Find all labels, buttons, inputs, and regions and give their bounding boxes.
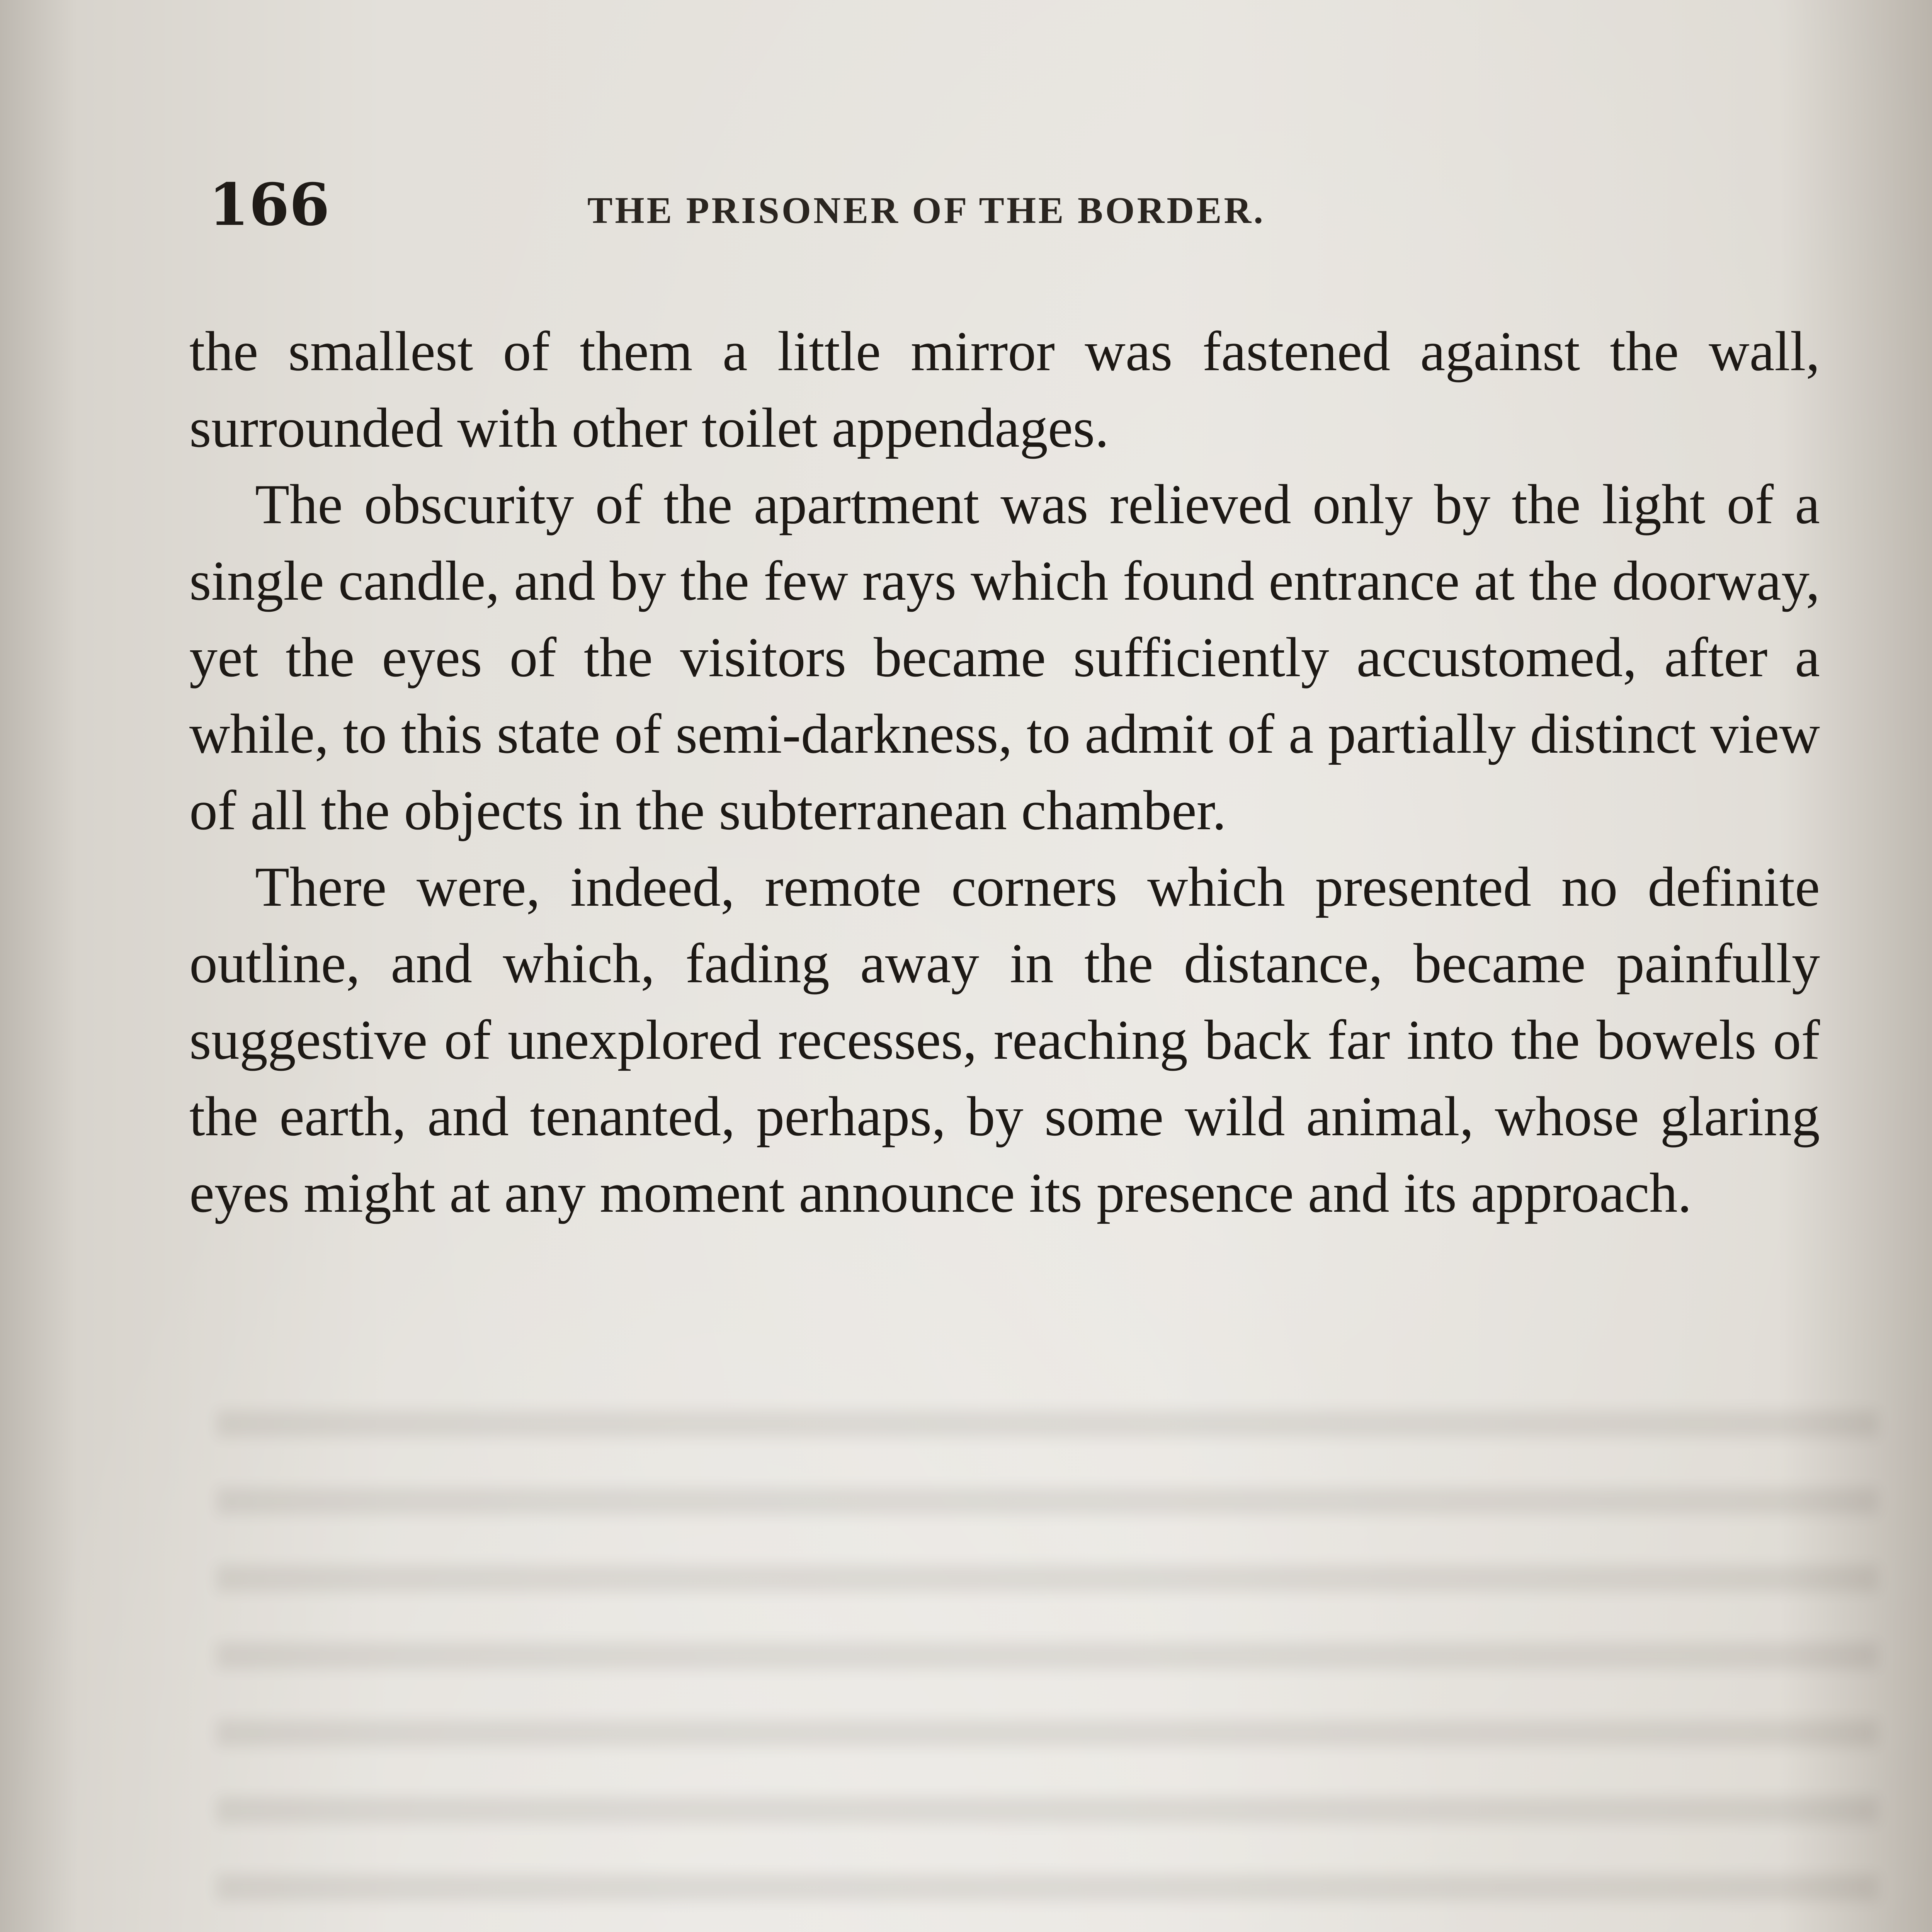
paragraph: The obscurity of the apartment was relieved only by the light of a single candle, and by the few rays which found entrance at the doorway, yet the eyes of the visitors became sufficiently accustomed, after a while, to this state of semi-darkness, to admit of a partially distinct view of all the objects in the subterranean chamber.: [189, 473, 1820, 842]
paragraph: There were, indeed, remote corners which presented no definite outline, and which, fading away in the distance, became painfully suggestive of unexplored recesses, reaching back far into the bowels of the earth, and tenanted, perhaps, by some wild animal, whose glaring eyes might at any moment announce its presence and its approach.: [189, 855, 1820, 1224]
body-text: [189, 313, 1820, 1231]
page-number: 166: [209, 171, 330, 239]
running-title: THE PRISONER OF THE BORDER.: [587, 190, 1265, 231]
page-header: [209, 155, 1832, 270]
paragraph: the smallest of them a little mirror was fastened against the wall, surrounded with other toilet appendages.: [189, 320, 1820, 459]
show-through-text: [216, 1410, 1878, 1932]
